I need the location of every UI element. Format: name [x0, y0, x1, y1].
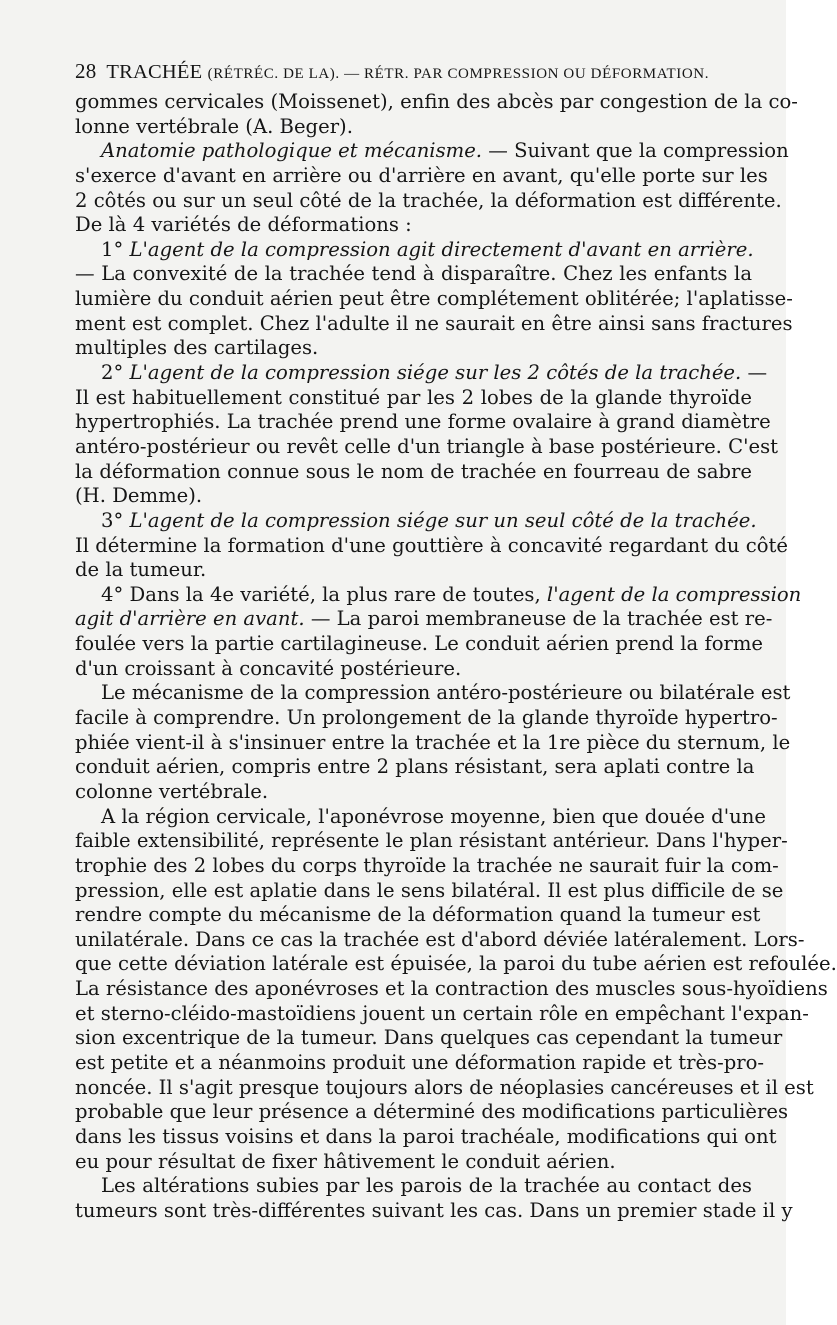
text-segment: rendre compte du mécanisme de la déformation quand la tumeur est [75, 903, 761, 927]
text-line [75, 1150, 752, 1175]
text-line [75, 287, 793, 312]
text-line [75, 484, 752, 509]
text-line [75, 927, 805, 953]
text-segment: Il est habituellement constitué par les 2 lobes de la glande thyroïde [75, 385, 752, 409]
text-line [75, 1124, 777, 1150]
text-line [75, 139, 789, 164]
text-block [75, 52, 837, 1223]
text-segment: est petite et a néanmoins produit une déformation rapide et très-pro- [75, 1050, 765, 1074]
text-segment: eu pour résultat de fixer hâtivement le conduit aérien. [75, 1149, 616, 1173]
text-line [75, 780, 752, 805]
text-segment: probable que leur présence a déterminé des modifications particulières [75, 1100, 789, 1124]
text-segment: — Suivant que la compression [482, 139, 789, 163]
italic-text: agit d'arrière en avant. [75, 607, 305, 631]
text-line [75, 582, 802, 608]
text-segment: lonne vertébrale (A. Beger). [75, 114, 353, 138]
text-line [75, 90, 798, 115]
text-segment: — La paroi membraneuse de la trachée est re- [304, 607, 773, 631]
running-head-subtitle: (RÉTRÉC. DE LA). — RÉTR. PAR COMPRESSION OU DÉFORMATION. [207, 66, 710, 82]
text-line [75, 262, 752, 287]
text-line [75, 533, 789, 559]
text-line [75, 386, 752, 411]
text-line [75, 460, 752, 485]
text-segment: facile à comprendre. Un prolongement de la glande thyroïde hypertro- [75, 706, 778, 730]
text-line [75, 1174, 752, 1199]
text-line [75, 1198, 793, 1224]
text-segment: gommes cervicales (Moissenet), enfin des abcès par congestion de la co- [75, 90, 798, 113]
text-segment: la déformation connue sous le nom de trachée en fourreau de sabre [75, 459, 752, 483]
italic-text: L'agent de la compression siége sur les 2 côtés de la trachée. [129, 361, 742, 385]
text-line [75, 730, 791, 756]
text-segment: hypertrophiés. La trachée prend une forme ovalaire à grand diamètre [75, 410, 771, 434]
text-line [75, 115, 752, 140]
text-segment: pression, elle est aplatie dans le sens bilatéral. Il est plus difficile de se [75, 878, 784, 902]
text-segment: 2 côtés ou sur un seul côté de la trachée, la déformation est différente. [75, 188, 782, 212]
text-segment: et sterno-cléido-mastoïdiens jouent un certain rôle en empêchant l'expan- [75, 1001, 809, 1025]
text-segment: s'exerce d'avant en arrière ou d'arrière en avant, qu'elle porte sur les [75, 163, 768, 187]
text-segment: antéro-postérieur ou revêt celle d'un triangle à base postérieure. C'est [75, 434, 779, 458]
text-line [75, 1100, 789, 1125]
italic-text: L'agent de la compression siége sur un seul côté de la trachée. [129, 508, 757, 532]
text-line [75, 1026, 783, 1051]
text-line [75, 903, 761, 928]
text-segment: unilatérale. Dans ce cas la trachée est d'abord déviée latéralement. Lors- [75, 927, 805, 951]
text-line [75, 188, 782, 214]
text-line [75, 410, 771, 435]
text-segment: dans les tissus voisins et dans la paroi trachéale, modifications qui ont [75, 1124, 777, 1148]
text-segment: sion excentrique de la tumeur. Dans quelques cas cependant la tumeur [75, 1026, 783, 1050]
text-segment: phiée vient-il à s'insinuer entre la trachée et la 1re pièce du sternum, le [75, 730, 791, 754]
text-segment: ment est complet. Chez l'adulte il ne saurait en être ainsi sans fractures [75, 311, 793, 335]
text-segment: multiples des cartilages. [75, 336, 319, 360]
text-segment: conduit aérien, compris entre 2 plans résistant, sera aplati contre la [75, 755, 755, 779]
italic-text: l'agent de la compression [546, 582, 802, 606]
text-segment: 3° [101, 508, 130, 532]
text-segment: tumeurs sont très-différentes suivant les cas. Dans un premier stade il y [75, 1198, 793, 1222]
text-line [75, 853, 779, 879]
text-line [75, 361, 768, 386]
text-line [75, 632, 764, 657]
italic-text: L'agent de la compression agit directement d'avant en arrière. [129, 237, 754, 261]
text-segment: Le mécanisme de la compression antéro-postérieure ou bilatérale est [101, 681, 791, 705]
text-segment: Les altérations subies par les parois de la trachée au contact des [101, 1174, 752, 1198]
text-line [75, 508, 757, 534]
italic-text: Anatomie pathologique et mécanisme. [101, 139, 483, 163]
text-line [75, 952, 837, 977]
text-line [75, 878, 784, 904]
text-segment: lumière du conduit aérien peut être complétement oblitérée; l'aplatisse- [75, 287, 793, 311]
page-number: 28 [75, 59, 97, 83]
text-segment: — [741, 361, 768, 385]
running-head [75, 52, 752, 90]
text-segment: 2° [101, 361, 130, 385]
text-line [75, 829, 788, 854]
text-segment: que cette déviation latérale est épuisée, la paroi du tube aérien est refoulée. [75, 952, 837, 976]
text-line [75, 1075, 814, 1101]
text-segment: A la région cervicale, l'aponévrose moyenne, bien que douée d'une [101, 804, 766, 828]
text-line [75, 977, 828, 1002]
text-segment: de la tumeur. [75, 558, 207, 582]
running-head-title: TRACHÉE [106, 61, 203, 83]
text-line [75, 1001, 809, 1027]
text-segment: trophie des 2 lobes du corps thyroïde la trachée ne saurait fuir la com- [75, 853, 779, 877]
text-line [75, 1050, 765, 1076]
text-segment: foulée vers la partie cartilagineuse. Le conduit aérien prend la forme [75, 632, 764, 656]
text-segment: 1° [101, 237, 130, 261]
text-line [75, 755, 755, 780]
text-segment: (H. Demme). [75, 484, 203, 508]
text-line [75, 336, 752, 361]
text-line [75, 681, 791, 706]
text-line [75, 558, 752, 583]
text-segment: La résistance des aponévroses et la contraction des muscles sous-hyoïdiens [75, 977, 828, 1001]
text-line [75, 213, 752, 238]
text-line [75, 657, 752, 682]
text-segment: faible extensibilité, représente le plan résistant antérieur. Dans l'hyper- [75, 829, 788, 853]
text-segment: noncée. Il s'agit presque toujours alors de néoplasies cancéreuses et il est [75, 1075, 814, 1099]
text-line [75, 804, 766, 830]
text-line [75, 238, 752, 263]
text-segment: De là 4 variétés de déformations : [75, 213, 412, 237]
text-line [75, 163, 768, 189]
text-line [75, 706, 778, 731]
text-line [75, 434, 779, 460]
text-segment: colonne vertébrale. [75, 779, 269, 803]
body-text [75, 90, 837, 1223]
text-segment: d'un croissant à concavité postérieure. [75, 656, 462, 680]
text-line [75, 607, 773, 632]
text-segment: — La convexité de la trachée tend à disparaître. Chez les enfants la [75, 262, 752, 286]
text-segment: 4° Dans la 4e variété, la plus rare de toutes, [101, 582, 547, 606]
text-line [75, 311, 793, 337]
text-segment: Il détermine la formation d'une gouttière à concavité regardant du côté [75, 533, 789, 557]
